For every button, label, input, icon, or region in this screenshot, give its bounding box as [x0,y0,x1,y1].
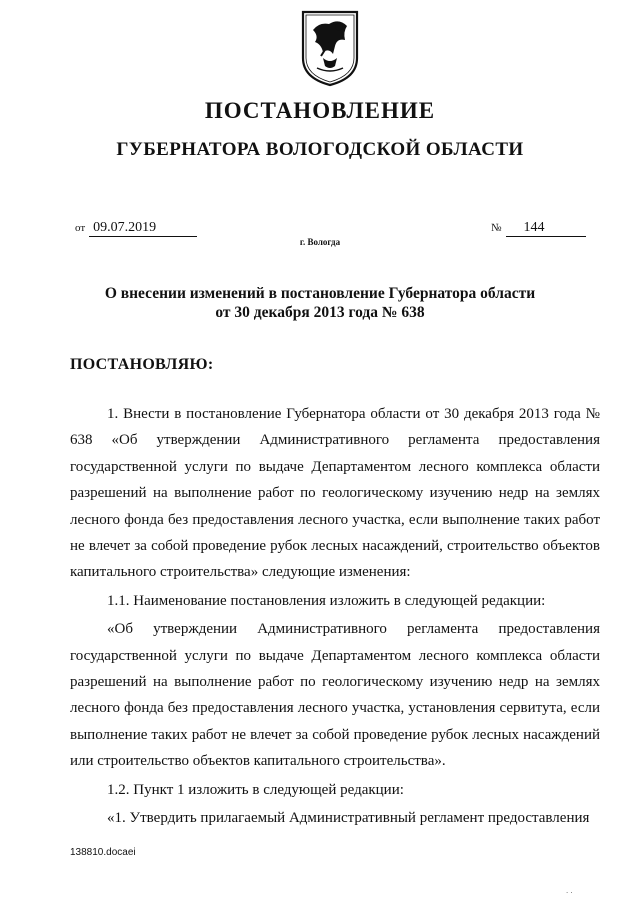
paragraph-1-2: 1.2. Пункт 1 изложить в следующей редакции: [107,781,404,798]
document-number: 144 [506,220,586,237]
date-block [75,219,197,237]
document-body [70,401,600,832]
number-block [491,219,586,237]
document-date: 09.07.2019 [89,220,197,237]
document-subject [0,284,640,322]
paragraph-new-item-1: «1. Утвердить прилагаемый Административный регламент предоставления [107,810,590,827]
paragraph-1: 1. Внести в постановление Губернатора области от 30 декабря 2013 года № 638 «Об утверждении Административного регламента предоставления государственной услуги по выдаче Департаментом лесного комплекса области разрешений на выполнение работ по геологическому изучению недр на землях лесного фонда без предоставления лесного участка, если выполнение таких работ не влечет за собой проведение рубок лесных насаждений, строительство объектов капитального строительства» следующие изменения: [70,406,600,581]
document-file-id: 138810.docaei [70,847,136,858]
paragraph-new-title: «Об утверждении Административного регламента предоставления государственной услуги по выдаче Департаментом лесного комплекса области разрешений на выполнение работ по геологическому изучению недр на землях лесного фонда без предоставления лесного участка, установления сервитута, если выполнение таких работ не влечет за собой проведение рубок лесных насаждений или строительство объектов капитального строительства». [70,621,600,770]
document-title: ПОСТАНОВЛЕНИЕ [204,98,436,123]
city-label: г. Вологда [299,237,341,247]
number-prefix: № [491,222,502,234]
vologda-coat-of-arms-icon [299,8,361,88]
subject-line-2: от 30 декабря 2013 года № 638 [215,304,425,321]
subject-line-1: О внесении изменений в постановление Губернатора области [104,285,536,302]
date-prefix: от [75,222,86,234]
corner-mark: . . [566,886,573,895]
paragraph-1-1: 1.1. Наименование постановления изложить в следующей редакции: [107,592,546,609]
resolve-heading: ПОСТАНОВЛЯЮ: [70,356,214,373]
document-subtitle: ГУБЕРНАТОРА ВОЛОГОДСКОЙ ОБЛАСТИ [116,139,524,160]
